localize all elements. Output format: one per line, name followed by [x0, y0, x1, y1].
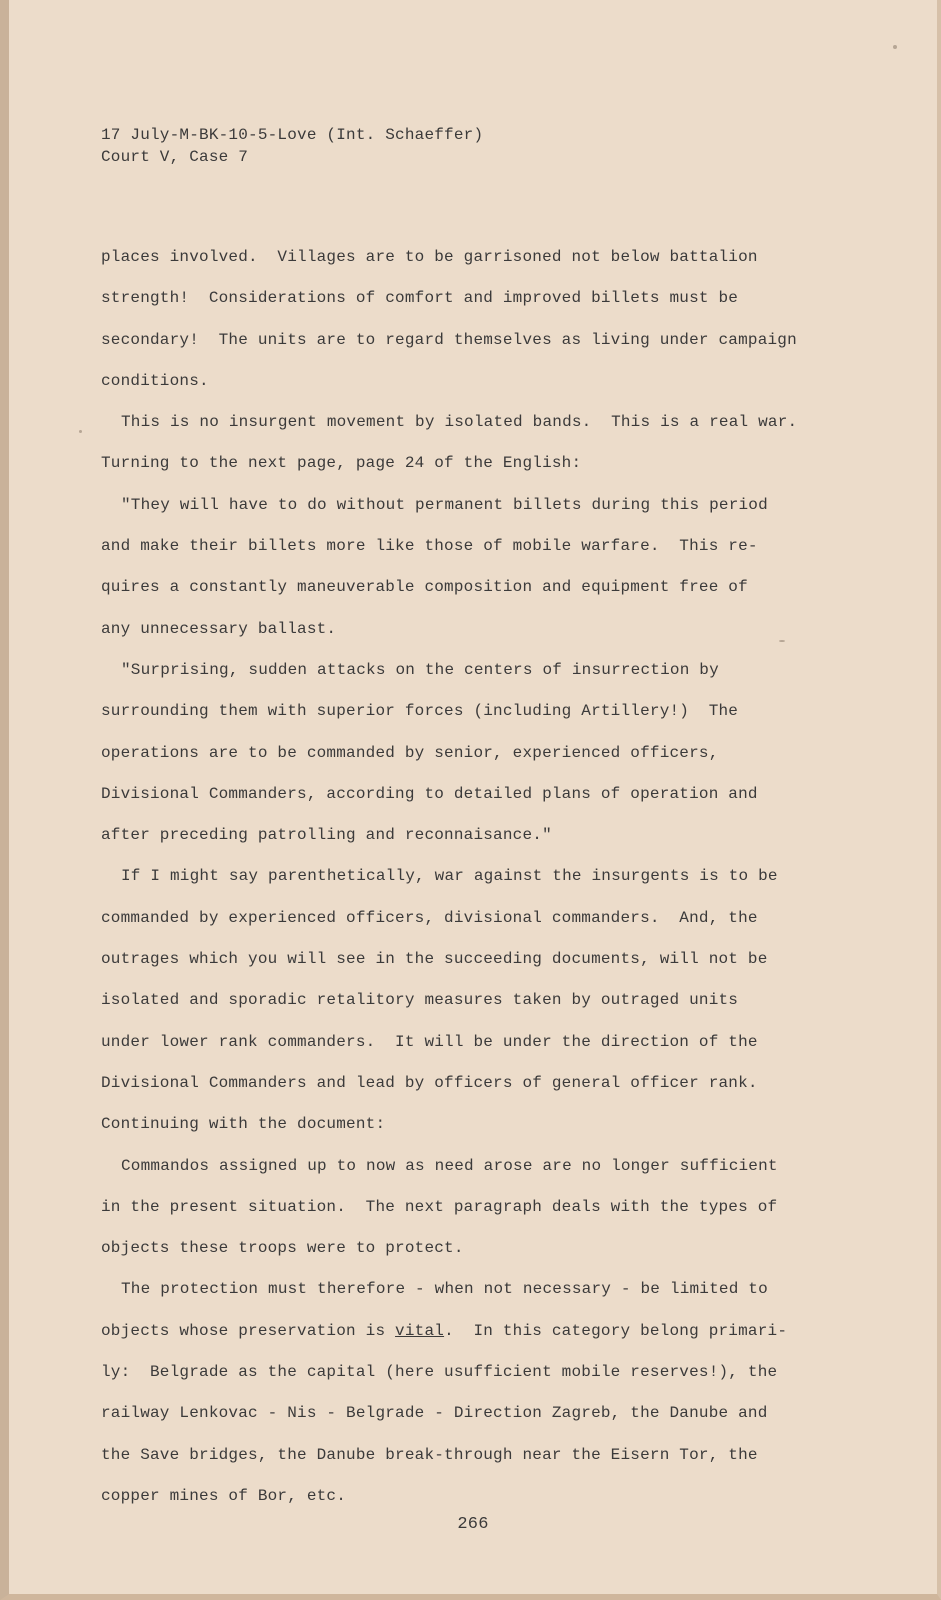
text-line-content: operations are to be commanded by senior, experienced officers, [101, 743, 719, 762]
text-line [101, 573, 841, 614]
text-line-content: copper mines of Bor, etc. [101, 1486, 347, 1505]
text-line [101, 367, 841, 408]
header-line-2: Court V, Case 7 [101, 148, 249, 166]
paper-speck [779, 640, 785, 642]
text-line-content: places involved. Villages are to be garrisoned not below battalion [101, 248, 758, 266]
text-line [101, 284, 841, 325]
text-line [101, 821, 841, 862]
text-line [101, 1317, 841, 1358]
header-line-1: 17 July-M-BK-10-5-Love (Int. Schaeffer) [101, 126, 484, 144]
text-line [101, 491, 841, 532]
text-line [101, 1275, 841, 1316]
text-line-content: the Save bridges, the Danube break-through near the Eisern Tor, the [101, 1445, 758, 1464]
text-line [101, 862, 841, 903]
text-line [101, 780, 841, 821]
text-line [101, 904, 841, 945]
text-line-content: strength! Considerations of comfort and improved billets must be [101, 289, 739, 308]
text-line-content: Continuing with the document: [101, 1115, 386, 1134]
underlined-word: vital [395, 1321, 445, 1340]
text-line [101, 1441, 841, 1482]
text-line [101, 1110, 841, 1151]
text-line [101, 945, 841, 986]
text-line-content: railway Lenkovac - Nis - Belgrade - Direction Zagreb, the Danube and [101, 1404, 768, 1423]
text-line-content: "They will have to do without permanent billets during this period [121, 495, 768, 514]
text-line-content: objects these troops were to protect. [101, 1239, 464, 1258]
text-line-content: conditions. [101, 371, 209, 390]
paper-speck [893, 45, 897, 49]
text-line [101, 449, 841, 490]
text-line [101, 243, 841, 284]
text-line-content: outrages which you will see in the succeeding documents, will not be [101, 950, 768, 969]
text-line-content: in the present situation. The next paragraph deals with the types of [101, 1197, 778, 1216]
text-line [101, 326, 841, 367]
text-line [101, 1028, 841, 1069]
text-line [101, 697, 841, 738]
text-line [101, 615, 841, 656]
text-line [101, 532, 841, 573]
text-line-content: surrounding them with superior forces (including Artillery!) The [101, 702, 739, 721]
text-line-continuation: . In this category belong primari- [444, 1321, 788, 1340]
text-line [101, 1193, 841, 1234]
text-line [101, 1069, 841, 1110]
text-line-content: objects whose preservation is [101, 1321, 396, 1340]
text-line-content: Divisional Commanders and lead by officers of general officer rank. [101, 1073, 758, 1092]
text-line-content: under lower rank commanders. It will be under the direction of the [101, 1032, 758, 1051]
text-line-content: secondary! The units are to regard themselves as living under campaign [101, 330, 797, 349]
text-line-content: Divisional Commanders, according to detailed plans of operation and [101, 784, 758, 803]
text-line-content: ly: Belgrade as the capital (here usufficient mobile reserves!), the [101, 1363, 778, 1382]
text-line [101, 739, 841, 780]
text-line-content: Turning to the next page, page 24 of the English: [101, 454, 582, 473]
text-line [101, 1399, 841, 1440]
text-line-content: Commandos assigned up to now as need arose are no longer sufficient [121, 1156, 778, 1175]
text-line-content: If I might say parenthetically, war against the insurgents is to be [121, 867, 778, 886]
text-line-content: after preceding patrolling and reconnaisance." [101, 826, 552, 845]
text-line-content: and make their billets more like those of mobile warfare. This re- [101, 537, 758, 556]
text-line-content: quires a constantly maneuverable composition and equipment free of [101, 578, 748, 597]
page-number: 266 [457, 1515, 489, 1534]
text-line-content: The protection must therefore - when not necessary - be limited to [121, 1280, 768, 1299]
text-line-content: any unnecessary ballast. [101, 619, 337, 638]
text-line [101, 408, 841, 449]
text-line-content: This is no insurgent movement by isolated bands. This is a real war. [121, 413, 798, 432]
text-line [101, 1234, 841, 1275]
paper-speck [79, 430, 82, 433]
text-line [101, 1152, 841, 1193]
text-line-content: commanded by experienced officers, divisional commanders. And, the [101, 908, 758, 927]
text-line-content: isolated and sporadic retalitory measures taken by outraged units [101, 991, 739, 1010]
document-header [101, 124, 483, 168]
text-line [101, 986, 841, 1027]
text-line [101, 656, 841, 697]
text-line [101, 1358, 841, 1399]
document-body [101, 243, 841, 1523]
text-line-content: "Surprising, sudden attacks on the centers of insurrection by [121, 660, 719, 679]
